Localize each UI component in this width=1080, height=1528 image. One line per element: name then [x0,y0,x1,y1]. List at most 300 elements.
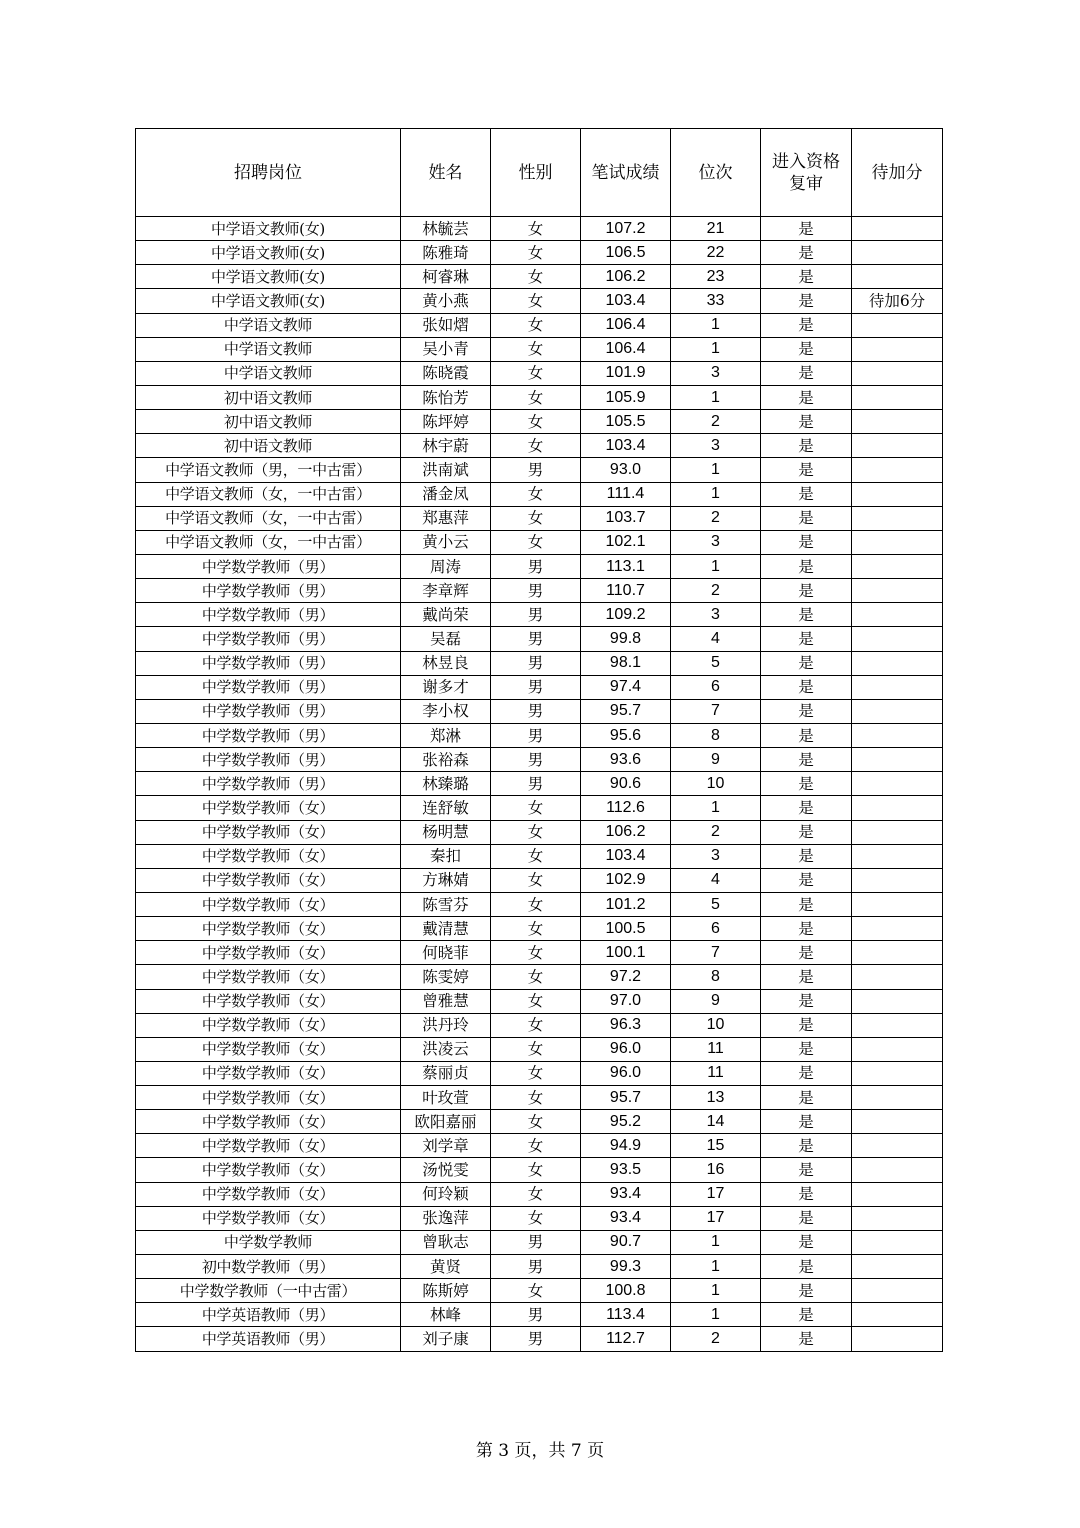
cell-score: 95.7 [581,699,671,723]
cell-position: 中学数学教师（男） [136,748,401,772]
cell-rank: 3 [671,361,761,385]
cell-score: 110.7 [581,579,671,603]
cell-score: 96.0 [581,1037,671,1061]
header-name: 姓名 [401,129,491,217]
page-number: 第 3 页，共 7 页 [475,1441,605,1461]
cell-name: 陈怡芳 [401,385,491,409]
cell-bonus [852,965,943,989]
cell-name: 洪南斌 [401,458,491,482]
cell-name: 张如熠 [401,313,491,337]
cell-bonus [852,1061,943,1085]
table-row [136,482,943,506]
table-header-row [136,129,943,217]
cell-name: 曾耿志 [401,1230,491,1254]
cell-bonus [852,699,943,723]
cell-gender: 男 [491,458,581,482]
cell-position: 中学语文教师（男，一中古雷） [136,458,401,482]
cell-review: 是 [761,941,852,965]
cell-position: 中学语文教师(女) [136,265,401,289]
cell-name: 何玲颖 [401,1182,491,1206]
cell-score: 97.0 [581,989,671,1013]
cell-score: 96.0 [581,1061,671,1085]
cell-gender: 女 [491,1037,581,1061]
cell-rank: 10 [671,772,761,796]
cell-score: 93.4 [581,1182,671,1206]
cell-gender: 女 [491,1134,581,1158]
cell-name: 李小权 [401,699,491,723]
cell-review: 是 [761,410,852,434]
cell-score: 107.2 [581,217,671,241]
cell-rank: 5 [671,892,761,916]
cell-bonus [852,554,943,578]
table-row [136,1182,943,1206]
cell-position: 中学数学教师（女） [136,1110,401,1134]
results-table [135,128,943,1352]
cell-name: 叶玫萱 [401,1086,491,1110]
cell-gender: 女 [491,1013,581,1037]
cell-review: 是 [761,772,852,796]
table-row [136,217,943,241]
cell-gender: 男 [491,1230,581,1254]
cell-position: 中学语文教师 [136,337,401,361]
table-row [136,289,943,313]
table-row [136,748,943,772]
cell-rank: 15 [671,1134,761,1158]
cell-name: 戴尚荣 [401,603,491,627]
cell-bonus [852,410,943,434]
cell-bonus [852,361,943,385]
cell-score: 95.2 [581,1110,671,1134]
cell-review: 是 [761,1255,852,1279]
cell-review: 是 [761,1279,852,1303]
cell-bonus [852,434,943,458]
cell-position: 中学语文教师(女) [136,289,401,313]
table-row [136,603,943,627]
cell-name: 林臻璐 [401,772,491,796]
table-row [136,1086,943,1110]
cell-review: 是 [761,289,852,313]
cell-review: 是 [761,265,852,289]
cell-review: 是 [761,892,852,916]
cell-bonus [852,868,943,892]
cell-gender: 女 [491,868,581,892]
table-row [136,1061,943,1085]
cell-gender: 男 [491,748,581,772]
cell-bonus [852,844,943,868]
cell-review: 是 [761,868,852,892]
cell-review: 是 [761,723,852,747]
header-score: 笔试成绩 [581,129,671,217]
cell-position: 中学语文教师（女，一中古雷） [136,530,401,554]
cell-rank: 4 [671,868,761,892]
cell-score: 112.7 [581,1327,671,1351]
cell-bonus [852,506,943,530]
cell-position: 中学语文教师（女，一中古雷） [136,482,401,506]
cell-review: 是 [761,989,852,1013]
cell-bonus [852,772,943,796]
table-row [136,1013,943,1037]
cell-gender: 女 [491,265,581,289]
cell-position: 中学语文教师(女) [136,217,401,241]
cell-score: 112.6 [581,796,671,820]
cell-position: 中学数学教师（男） [136,627,401,651]
cell-bonus [852,603,943,627]
cell-name: 林峰 [401,1303,491,1327]
cell-bonus [852,941,943,965]
cell-rank: 9 [671,748,761,772]
table-row [136,1134,943,1158]
cell-bonus [852,1206,943,1230]
cell-score: 97.4 [581,675,671,699]
cell-name: 黄贤 [401,1255,491,1279]
table-row [136,675,943,699]
cell-name: 陈斯婷 [401,1279,491,1303]
cell-rank: 1 [671,1279,761,1303]
cell-gender: 男 [491,603,581,627]
cell-review: 是 [761,241,852,265]
cell-position: 中学数学教师（女） [136,820,401,844]
cell-bonus [852,241,943,265]
cell-name: 陈坪婷 [401,410,491,434]
cell-position: 中学数学教师（男） [136,699,401,723]
cell-bonus [852,820,943,844]
cell-score: 100.5 [581,917,671,941]
cell-position: 中学语文教师（女，一中古雷） [136,506,401,530]
table-row [136,1158,943,1182]
header-position: 招聘岗位 [136,129,401,217]
cell-score: 93.4 [581,1206,671,1230]
table-row [136,530,943,554]
cell-review: 是 [761,1303,852,1327]
cell-position: 中学数学教师（一中古雷） [136,1279,401,1303]
cell-name: 戴清慧 [401,917,491,941]
table-row [136,1327,943,1351]
cell-position: 中学数学教师（男） [136,651,401,675]
cell-name: 郑惠萍 [401,506,491,530]
table-row [136,554,943,578]
cell-gender: 女 [491,289,581,313]
cell-position: 初中语文教师 [136,410,401,434]
cell-review: 是 [761,1327,852,1351]
header-review [761,129,852,217]
cell-bonus [852,627,943,651]
cell-name: 张逸萍 [401,1206,491,1230]
cell-review: 是 [761,1061,852,1085]
cell-name: 黄小云 [401,530,491,554]
cell-gender: 男 [491,1303,581,1327]
cell-review: 是 [761,796,852,820]
cell-name: 连舒敏 [401,796,491,820]
cell-review: 是 [761,1037,852,1061]
table-row [136,1037,943,1061]
table-row [136,265,943,289]
cell-review: 是 [761,965,852,989]
cell-position: 中学数学教师（男） [136,554,401,578]
cell-score: 97.2 [581,965,671,989]
cell-name: 谢多才 [401,675,491,699]
cell-name: 杨明慧 [401,820,491,844]
cell-position: 中学数学教师（女） [136,941,401,965]
cell-gender: 女 [491,1279,581,1303]
cell-gender: 女 [491,482,581,506]
cell-review: 是 [761,603,852,627]
table-row [136,941,943,965]
table-row [136,699,943,723]
cell-bonus [852,337,943,361]
cell-position: 中学数学教师（女） [136,1206,401,1230]
cell-bonus: 待加6分 [852,289,943,313]
header-review-line1: 进入资格 [772,151,840,172]
cell-name: 吴小青 [401,337,491,361]
cell-rank: 17 [671,1206,761,1230]
cell-bonus [852,1182,943,1206]
cell-score: 101.9 [581,361,671,385]
cell-name: 潘金凤 [401,482,491,506]
cell-bonus [852,1158,943,1182]
cell-review: 是 [761,1013,852,1037]
cell-rank: 23 [671,265,761,289]
cell-review: 是 [761,530,852,554]
header-review-line2: 复审 [789,173,823,194]
cell-score: 103.4 [581,434,671,458]
cell-review: 是 [761,651,852,675]
cell-rank: 21 [671,217,761,241]
cell-score: 93.5 [581,1158,671,1182]
cell-gender: 女 [491,1182,581,1206]
cell-rank: 3 [671,530,761,554]
cell-bonus [852,892,943,916]
cell-gender: 男 [491,1255,581,1279]
cell-review: 是 [761,434,852,458]
cell-rank: 2 [671,1327,761,1351]
cell-rank: 11 [671,1061,761,1085]
cell-rank: 3 [671,603,761,627]
cell-position: 中学数学教师（女） [136,1037,401,1061]
cell-position: 中学数学教师（女） [136,1134,401,1158]
cell-bonus [852,1230,943,1254]
cell-position: 中学数学教师（男） [136,603,401,627]
cell-position: 中学数学教师（女） [136,989,401,1013]
cell-position: 中学英语教师（男） [136,1327,401,1351]
cell-bonus [852,1327,943,1351]
table-row [136,337,943,361]
cell-rank: 13 [671,1086,761,1110]
table-row [136,1230,943,1254]
cell-gender: 女 [491,989,581,1013]
cell-bonus [852,1037,943,1061]
cell-rank: 2 [671,579,761,603]
cell-bonus [852,1255,943,1279]
table-row [136,579,943,603]
table-row [136,868,943,892]
table-row [136,651,943,675]
cell-review: 是 [761,699,852,723]
cell-position: 中学数学教师（女） [136,1182,401,1206]
cell-bonus [852,1013,943,1037]
cell-name: 秦扣 [401,844,491,868]
cell-gender: 女 [491,361,581,385]
cell-gender: 女 [491,1110,581,1134]
table-row [136,1110,943,1134]
cell-review: 是 [761,1134,852,1158]
cell-rank: 6 [671,675,761,699]
cell-review: 是 [761,1158,852,1182]
cell-position: 中学语文教师 [136,361,401,385]
cell-review: 是 [761,385,852,409]
cell-rank: 2 [671,506,761,530]
cell-score: 96.3 [581,1013,671,1037]
cell-position: 中学数学教师（男） [136,675,401,699]
cell-name: 林昱良 [401,651,491,675]
table-row [136,844,943,868]
cell-bonus [852,530,943,554]
cell-review: 是 [761,458,852,482]
cell-bonus [852,1134,943,1158]
cell-rank: 5 [671,651,761,675]
cell-gender: 女 [491,820,581,844]
header-bonus: 待加分 [852,129,943,217]
cell-name: 周涛 [401,554,491,578]
cell-score: 102.1 [581,530,671,554]
cell-name: 欧阳嘉丽 [401,1110,491,1134]
cell-score: 106.5 [581,241,671,265]
cell-position: 中学数学教师（男） [136,772,401,796]
cell-review: 是 [761,1230,852,1254]
cell-gender: 女 [491,796,581,820]
table-row [136,723,943,747]
cell-bonus [852,579,943,603]
cell-bonus [852,385,943,409]
cell-name: 何晓菲 [401,941,491,965]
cell-bonus [852,1086,943,1110]
cell-rank: 8 [671,723,761,747]
cell-position: 中学英语教师（男） [136,1303,401,1327]
header-gender: 性别 [491,129,581,217]
cell-rank: 11 [671,1037,761,1061]
cell-score: 94.9 [581,1134,671,1158]
cell-score: 102.9 [581,868,671,892]
cell-gender: 女 [491,410,581,434]
cell-bonus [852,458,943,482]
cell-bonus [852,675,943,699]
cell-bonus [852,1110,943,1134]
cell-review: 是 [761,506,852,530]
cell-review: 是 [761,579,852,603]
cell-rank: 3 [671,844,761,868]
cell-rank: 8 [671,965,761,989]
cell-score: 113.4 [581,1303,671,1327]
cell-score: 90.6 [581,772,671,796]
cell-rank: 14 [671,1110,761,1134]
cell-rank: 1 [671,1303,761,1327]
cell-score: 105.9 [581,385,671,409]
cell-position: 中学语文教师(女) [136,241,401,265]
cell-position: 中学数学教师（女） [136,796,401,820]
cell-gender: 男 [491,772,581,796]
cell-score: 106.4 [581,313,671,337]
cell-rank: 7 [671,699,761,723]
cell-name: 刘子康 [401,1327,491,1351]
cell-score: 100.1 [581,941,671,965]
cell-bonus [852,651,943,675]
table-row [136,796,943,820]
cell-rank: 3 [671,434,761,458]
cell-position: 中学数学教师（女） [136,1086,401,1110]
cell-review: 是 [761,1086,852,1110]
cell-name: 陈雅琦 [401,241,491,265]
cell-rank: 4 [671,627,761,651]
cell-gender: 女 [491,844,581,868]
table-row [136,892,943,916]
cell-score: 93.6 [581,748,671,772]
cell-score: 95.7 [581,1086,671,1110]
cell-score: 95.6 [581,723,671,747]
cell-score: 103.4 [581,844,671,868]
table-row [136,1255,943,1279]
cell-bonus [852,748,943,772]
table-row [136,1206,943,1230]
table-row [136,917,943,941]
cell-name: 汤悦雯 [401,1158,491,1182]
cell-gender: 女 [491,313,581,337]
cell-gender: 女 [491,385,581,409]
cell-score: 90.7 [581,1230,671,1254]
table-row [136,1303,943,1327]
cell-score: 106.4 [581,337,671,361]
table-row [136,458,943,482]
table-row [136,410,943,434]
cell-rank: 1 [671,554,761,578]
cell-position: 中学数学教师（女） [136,844,401,868]
cell-score: 105.5 [581,410,671,434]
cell-position: 中学数学教师（男） [136,579,401,603]
table-row [136,965,943,989]
cell-name: 刘学章 [401,1134,491,1158]
cell-rank: 1 [671,337,761,361]
cell-name: 曾雅慧 [401,989,491,1013]
cell-gender: 男 [491,579,581,603]
cell-name: 郑淋 [401,723,491,747]
header-rank: 位次 [671,129,761,217]
cell-position: 中学数学教师（男） [136,723,401,747]
cell-name: 陈雪芬 [401,892,491,916]
cell-gender: 男 [491,554,581,578]
table-row [136,820,943,844]
cell-rank: 1 [671,385,761,409]
cell-rank: 6 [671,917,761,941]
cell-review: 是 [761,1182,852,1206]
cell-position: 初中语文教师 [136,385,401,409]
cell-name: 林宇蔚 [401,434,491,458]
cell-rank: 1 [671,796,761,820]
cell-name: 陈晓霞 [401,361,491,385]
cell-rank: 33 [671,289,761,313]
cell-gender: 男 [491,699,581,723]
cell-score: 93.0 [581,458,671,482]
cell-score: 109.2 [581,603,671,627]
cell-score: 106.2 [581,820,671,844]
cell-position: 中学语文教师 [136,313,401,337]
cell-review: 是 [761,361,852,385]
cell-review: 是 [761,748,852,772]
cell-position: 中学数学教师（女） [136,892,401,916]
cell-review: 是 [761,627,852,651]
cell-rank: 2 [671,820,761,844]
cell-rank: 7 [671,941,761,965]
cell-position: 中学数学教师 [136,1230,401,1254]
table-row [136,241,943,265]
cell-review: 是 [761,844,852,868]
